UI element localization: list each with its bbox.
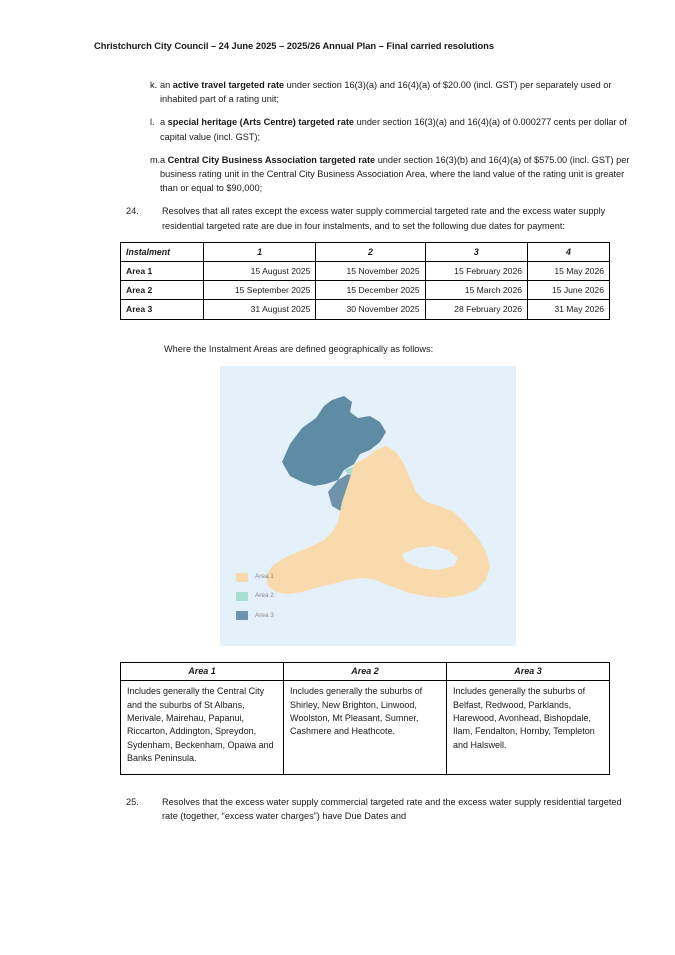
cell-date: 15 May 2026 [528, 262, 610, 281]
cell-date: 15 August 2025 [204, 262, 316, 281]
resolution-24-text: Resolves that all rates except the excess water supply commercial targeted rate and the excess water supply residential targeted rate are due in four instalments, and to set the following due dates for payment: [162, 206, 606, 231]
legend-item-area-2 [236, 589, 274, 603]
resolution-25-marker: 25. [126, 796, 139, 807]
legend-item-area-1 [236, 570, 274, 584]
clause-l-text [160, 115, 630, 143]
resolution-24 [120, 204, 630, 232]
clause-k-text [160, 78, 630, 106]
table-header-row [121, 242, 610, 261]
cell-date: 15 November 2025 [316, 262, 425, 281]
cell-area-2-description: Includes generally the suburbs of Shirley, New Brighton, Linwood, Woolston, Mt Pleasant, Sumner, Cashmere and Heathcote. [284, 681, 447, 774]
cell-area-3-description: Includes generally the suburbs of Belfast, Redwood, Parklands, Harewood, Avonhead, Bishopdale, Ilam, Fendalton, Hornby, Templeton and Halswell. [447, 681, 610, 774]
clause-k-part-0: an [160, 80, 173, 90]
cell-date: 31 August 2025 [204, 300, 316, 319]
instalment-due-dates-table [120, 242, 610, 320]
map-legend [236, 570, 274, 628]
table-row [121, 281, 610, 300]
map-caption: Where the Instalment Areas are defined geographically as follows: [164, 343, 434, 354]
table-header-row [121, 662, 610, 680]
col-1: 1 [204, 242, 316, 261]
resolution-24-marker: 24. [126, 206, 139, 217]
clause-l [120, 115, 630, 143]
area-descriptions-table [120, 662, 610, 775]
clause-k-part-1: active travel targeted rate [172, 80, 285, 90]
legend-swatch-area-2 [236, 592, 248, 601]
resolution-25 [120, 795, 630, 823]
legend-swatch-area-1 [236, 573, 248, 582]
clause-m-marker: m. [150, 154, 161, 165]
row-area-label: Area 3 [121, 300, 204, 319]
clause-l-part-0: a [160, 117, 168, 128]
col-area-2: Area 2 [284, 662, 447, 680]
row-area-label: Area 2 [121, 281, 204, 300]
table-row [121, 300, 610, 319]
col-instalment: Instalment [121, 242, 204, 261]
col-3: 3 [425, 242, 527, 261]
legend-swatch-area-3 [236, 611, 248, 620]
row-area-label: Area 1 [121, 262, 204, 281]
cell-area-1-description: Includes generally the Central City and the suburbs of St Albans, Merivale, Mairehau, Papanui, Riccarton, Addington, Spreydon, Sydenham, Beckenham, Opawa and Banks Peninsula. [121, 681, 284, 774]
cell-date: 15 December 2025 [316, 281, 425, 300]
page-header: Christchurch City Council – 24 June 2025 – 2025/26 Annual Plan – Final carried resolutions [94, 40, 494, 51]
cell-date: 15 March 2026 [425, 281, 527, 300]
clause-l-marker: l. [150, 117, 155, 128]
clause-k [120, 78, 630, 106]
clause-l-part-1: special heritage (Arts Centre) targeted rate [167, 117, 355, 128]
clause-m [120, 153, 630, 196]
col-2: 2 [316, 242, 425, 261]
legend-label-area-3: Area 3 [255, 611, 274, 619]
cell-date: 15 September 2025 [204, 281, 316, 300]
col-area-1: Area 1 [121, 662, 284, 680]
col-area-3: Area 3 [447, 662, 610, 680]
clause-m-text [160, 153, 630, 196]
clause-k-part-2: under section 16(3)(a) and 16(4)(a) of $20.00 (incl. GST) per separately used or inhabited part of a rating unit; [160, 80, 612, 105]
table-row [121, 681, 610, 774]
table-row [121, 262, 610, 281]
cell-date: 15 February 2026 [425, 262, 527, 281]
cell-date: 31 May 2026 [528, 300, 610, 319]
clause-k-marker: k. [150, 80, 158, 90]
document-body [120, 78, 630, 832]
clause-m-part-2: under section 16(3)(b) and 16(4)(a) of $575.00 (incl. GST) per business rating unit in the Central City Business Association Area, where the land value of the rating unit is greater than or equal to $90,000; [160, 154, 630, 194]
cell-date: 28 February 2026 [425, 300, 527, 319]
clause-m-part-0: a [160, 154, 168, 165]
legend-item-area-3 [236, 609, 274, 623]
legend-label-area-1: Area 1 [255, 573, 274, 581]
legend-label-area-2: Area 2 [255, 592, 274, 600]
cell-date: 15 June 2026 [528, 281, 610, 300]
instalment-areas-map [220, 366, 516, 646]
resolution-25-text: Resolves that the excess water supply commercial targeted rate and the excess water supply residential targeted rate (together, “excess water charges”) have Due Dates and [162, 796, 622, 821]
cell-date: 30 November 2025 [316, 300, 425, 319]
clause-m-part-1: Central City Business Association targeted rate [167, 154, 376, 165]
col-4: 4 [528, 242, 610, 261]
clause-l-part-2: under section 16(3)(a) and 16(4)(a) of 0.000277 cents per dollar of capital value (incl. GST); [160, 117, 627, 142]
